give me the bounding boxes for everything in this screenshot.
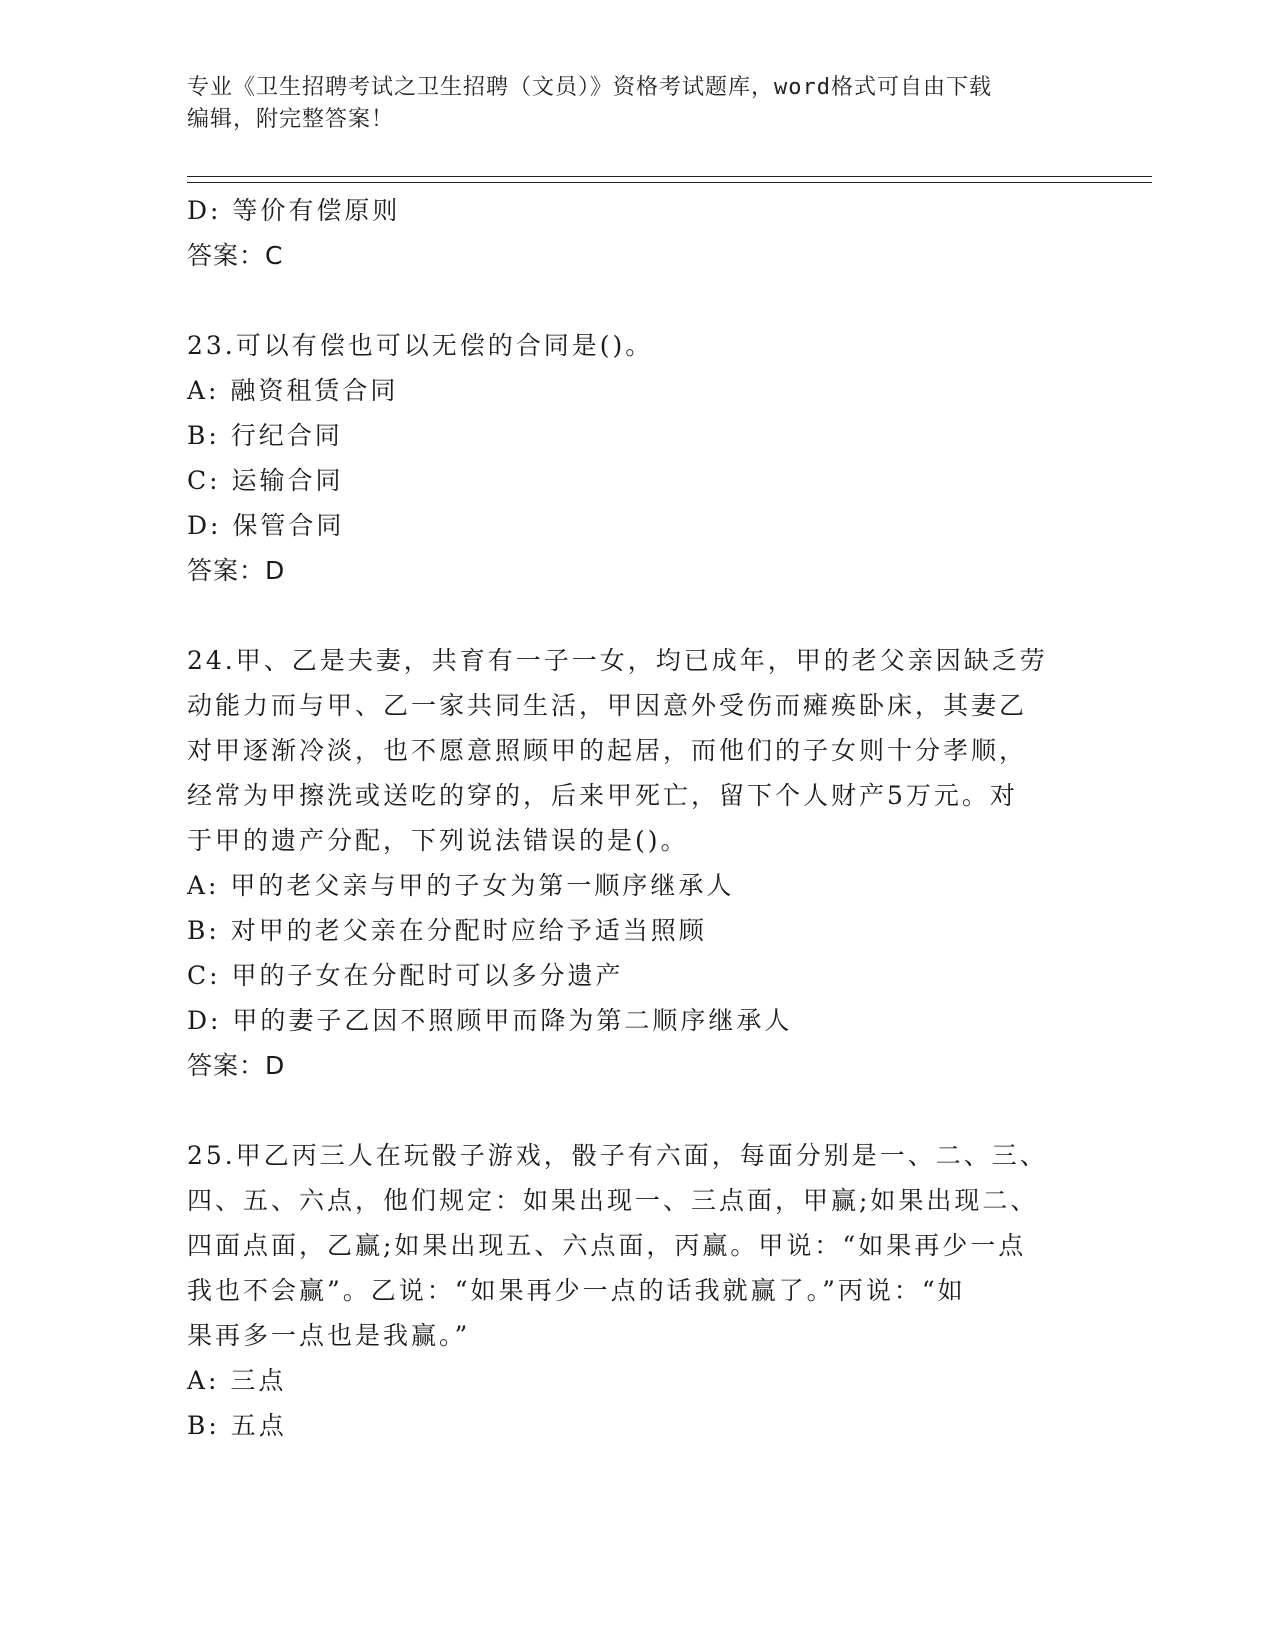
question-24-stem (187, 638, 1067, 863)
header-line-2: 编辑，附完整答案！ (187, 107, 395, 132)
stem-line: 25.甲乙丙三人在玩骰子游戏，骰子有六面，每面分别是一、二、三、 (187, 1141, 1048, 1170)
stem-line: 对甲逐渐冷淡，也不愿意照顾甲的起居，而他们的子女则十分孝顺， (187, 736, 1028, 765)
question-24-option-d: D: 甲的妻子乙因不照顾甲而降为第二顺序继承人 (187, 1006, 793, 1035)
stem-line: 于甲的遗产分配，下列说法错误的是()。 (187, 826, 689, 855)
question-24-option-a: A: 甲的老父亲与甲的子女为第一顺序继承人 (187, 871, 735, 900)
stem-line: 四、五、六点，他们规定：如果出现一、三点面，甲赢;如果出现二、 (187, 1186, 1039, 1215)
question-24-option-c: C: 甲的子女在分配时可以多分遗产 (187, 961, 624, 990)
header-line-1: 专业《卫生招聘考试之卫生招聘（文员）》资格考试题库，word格式可自由下载 (187, 75, 992, 100)
spacer (187, 278, 1087, 323)
option-d: D: 等价有偿原则 (187, 196, 401, 225)
answer-line: 答案：C (187, 241, 284, 270)
header-divider-top (187, 176, 1152, 177)
question-23-option-a: A: 融资租赁合同 (187, 376, 399, 405)
question-25-stem (187, 1133, 1067, 1358)
header-divider-bottom (187, 182, 1152, 183)
question-23-answer: 答案：D (187, 556, 286, 585)
stem-line: 我也不会赢”。乙说：“如果再少一点的话我就赢了。”丙说：“如 (187, 1276, 966, 1305)
question-list (187, 188, 1087, 1448)
question-23-stem (187, 323, 1067, 368)
stem-line: 23.可以有偿也可以无偿的合同是()。 (187, 331, 654, 360)
question-25-option-a: A: 三点 (187, 1366, 287, 1395)
stem-line: 四面点面，乙赢;如果出现五、六点面，丙赢。甲说：“如果再少一点 (187, 1231, 1027, 1260)
spacer (187, 593, 1087, 638)
question-23-option-c: C: 运输合同 (187, 466, 344, 495)
question-23-option-b: B: 行纪合同 (187, 421, 343, 450)
stem-line: 经常为甲擦洗或送吃的穿的，后来甲死亡，留下个人财产5万元。对 (187, 781, 1018, 810)
stem-line: 果再多一点也是我赢。” (187, 1321, 471, 1350)
question-23-option-d: D: 保管合同 (187, 511, 345, 540)
document-header (187, 72, 1087, 136)
stem-line: 24.甲、乙是夫妻，共育有一子一女，均已成年，甲的老父亲因缺乏劳 (187, 646, 1048, 675)
spacer (187, 1088, 1087, 1133)
question-24-answer: 答案：D (187, 1051, 286, 1080)
question-24-option-b: B: 对甲的老父亲在分配时应给予适当照顾 (187, 916, 707, 945)
stem-line: 动能力而与甲、乙一家共同生活，甲因意外受伤而瘫痪卧床，其妻乙 (187, 691, 1028, 720)
question-25-option-b: B: 五点 (187, 1411, 287, 1440)
